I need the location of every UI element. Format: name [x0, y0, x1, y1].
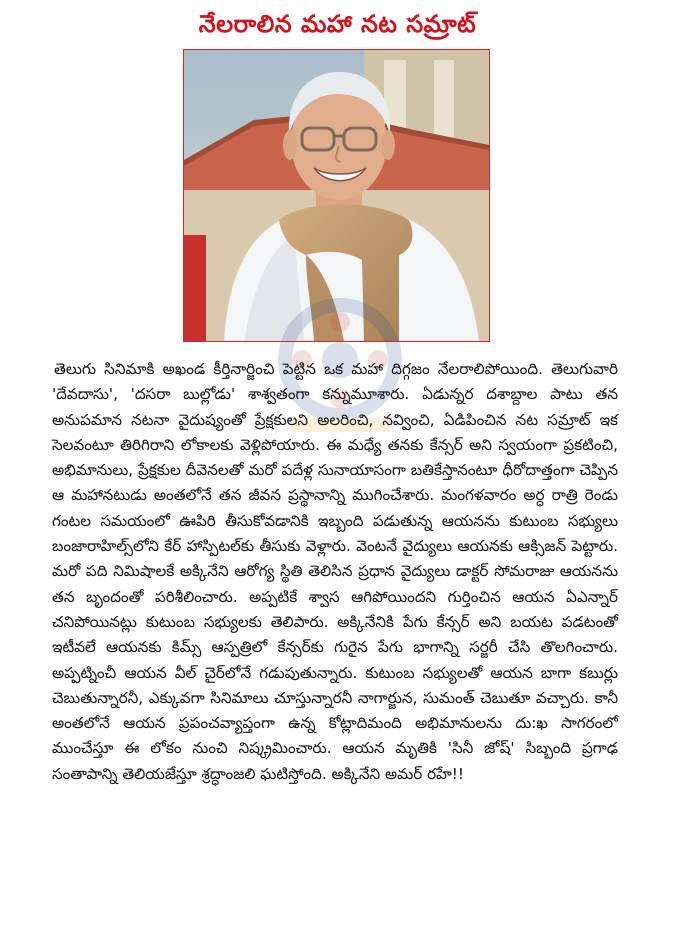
article-body: తెలుగు సినిమాకి అఖండ కీర్తినార్జించి పెట్టిన ఒక మహా దిగ్గజం నేలరాలిపోయింది. తెలుగువారి 'దేవదాసు', 'దసరా బుల్లోడు' శాశ్వతంగా కన్నుమూశారు. ఏడున్నర దశాబ్దాల పాటు తన అనుపమాన నటనా వైదుష్యంతో ప్రేక్షకులని అలరించి, నవ్వించి, ఏడిపించిన నట సమ్రాట్ ఇక సెలవంటూ తిరిగిరాని లోకాలకు వెళ్లిపోయారు. ఈ మధ్యే తనకు కేన్సర్ అని స్వయంగా ప్రకటించి, అభిమానులు, ప్రేక్షకుల దీవెనలతో మరో పదేళ్ల సునాయాసంగా బతికేస్తానంటూ ధీరోదాత్తంగా చెప్పిన ఆ మహానటుడు అంతలోనే తన జీవన ప్రస్థానాన్ని ముగించేశారు. మంగళవారం అర్ధ రాత్రి రెండు గంటల సమయంలో ఊపిరి తీసుకోవడానికి ఇబ్బంది పడుతున్న ఆయనను కుటుంబ సభ్యులు బంజారాహిల్స్‌లోని కేర్ హాస్పిటల్‌కు తీసుకు వెళ్లారు. వెంటనే వైద్యులు ఆయనకు ఆక్సిజన్ పెట్టారు. మరో పది నిమిషాలకే అక్కినేని ఆరోగ్య స్థితి తెలిసిన ప్రధాన వైద్యులు డాక్టర్ సోమరాజు ఆయనను తన బృందంతో పరిశీలించారు. అప్పటికే శ్వాస ఆగిపోయిందని గుర్తించిన ఆయన ఏఎన్నార్ చనిపోయినట్లు కుటుంబ సభ్యులకు తెలిపారు. అక్కినేనికి పేగు కేన్సర్ అని బయట పడటంతో ఇటీవలే ఆయనకు కిమ్స్ ఆస్పత్రిలో కేన్సర్‌కు గురైన పేగు భాగాన్ని సర్జరీ చేసి తొలగించారు. అప్పట్నించీ ఆయన వీల్ చైర్‌లోనే గడుపుతున్నారు. కుటుంబ సభ్యులతో ఆయన బాగా కబుర్లు చెబుతున్నారనీ, ఎక్కువగా సినిమాలు చూస్తున్నారనీ నాగార్జున, సుమంత్ చెబుతూ వచ్చారు. కానీ అంతలోనే ఆయన ప్రపంచవ్యాప్తంగా ఉన్న కోట్లాదిమంది అభిమానులను దు:ఖ సాగరంలో ముంచేస్తూ ఈ లోకం నుంచి నిష్క్రమించారు. ఆయన మృతికి 'సినీ జోష్' సిబ్బంది ప్రగాఢ సంతాపాన్ని తెలియజేస్తూ శ్రద్ధాంజలి ఘటిస్తోంది. అక్కినేని అమర్ రహే!!: [52, 360, 618, 783]
headline: నేలరాలిన మహా నట సమ్రాట్: [198, 10, 477, 38]
